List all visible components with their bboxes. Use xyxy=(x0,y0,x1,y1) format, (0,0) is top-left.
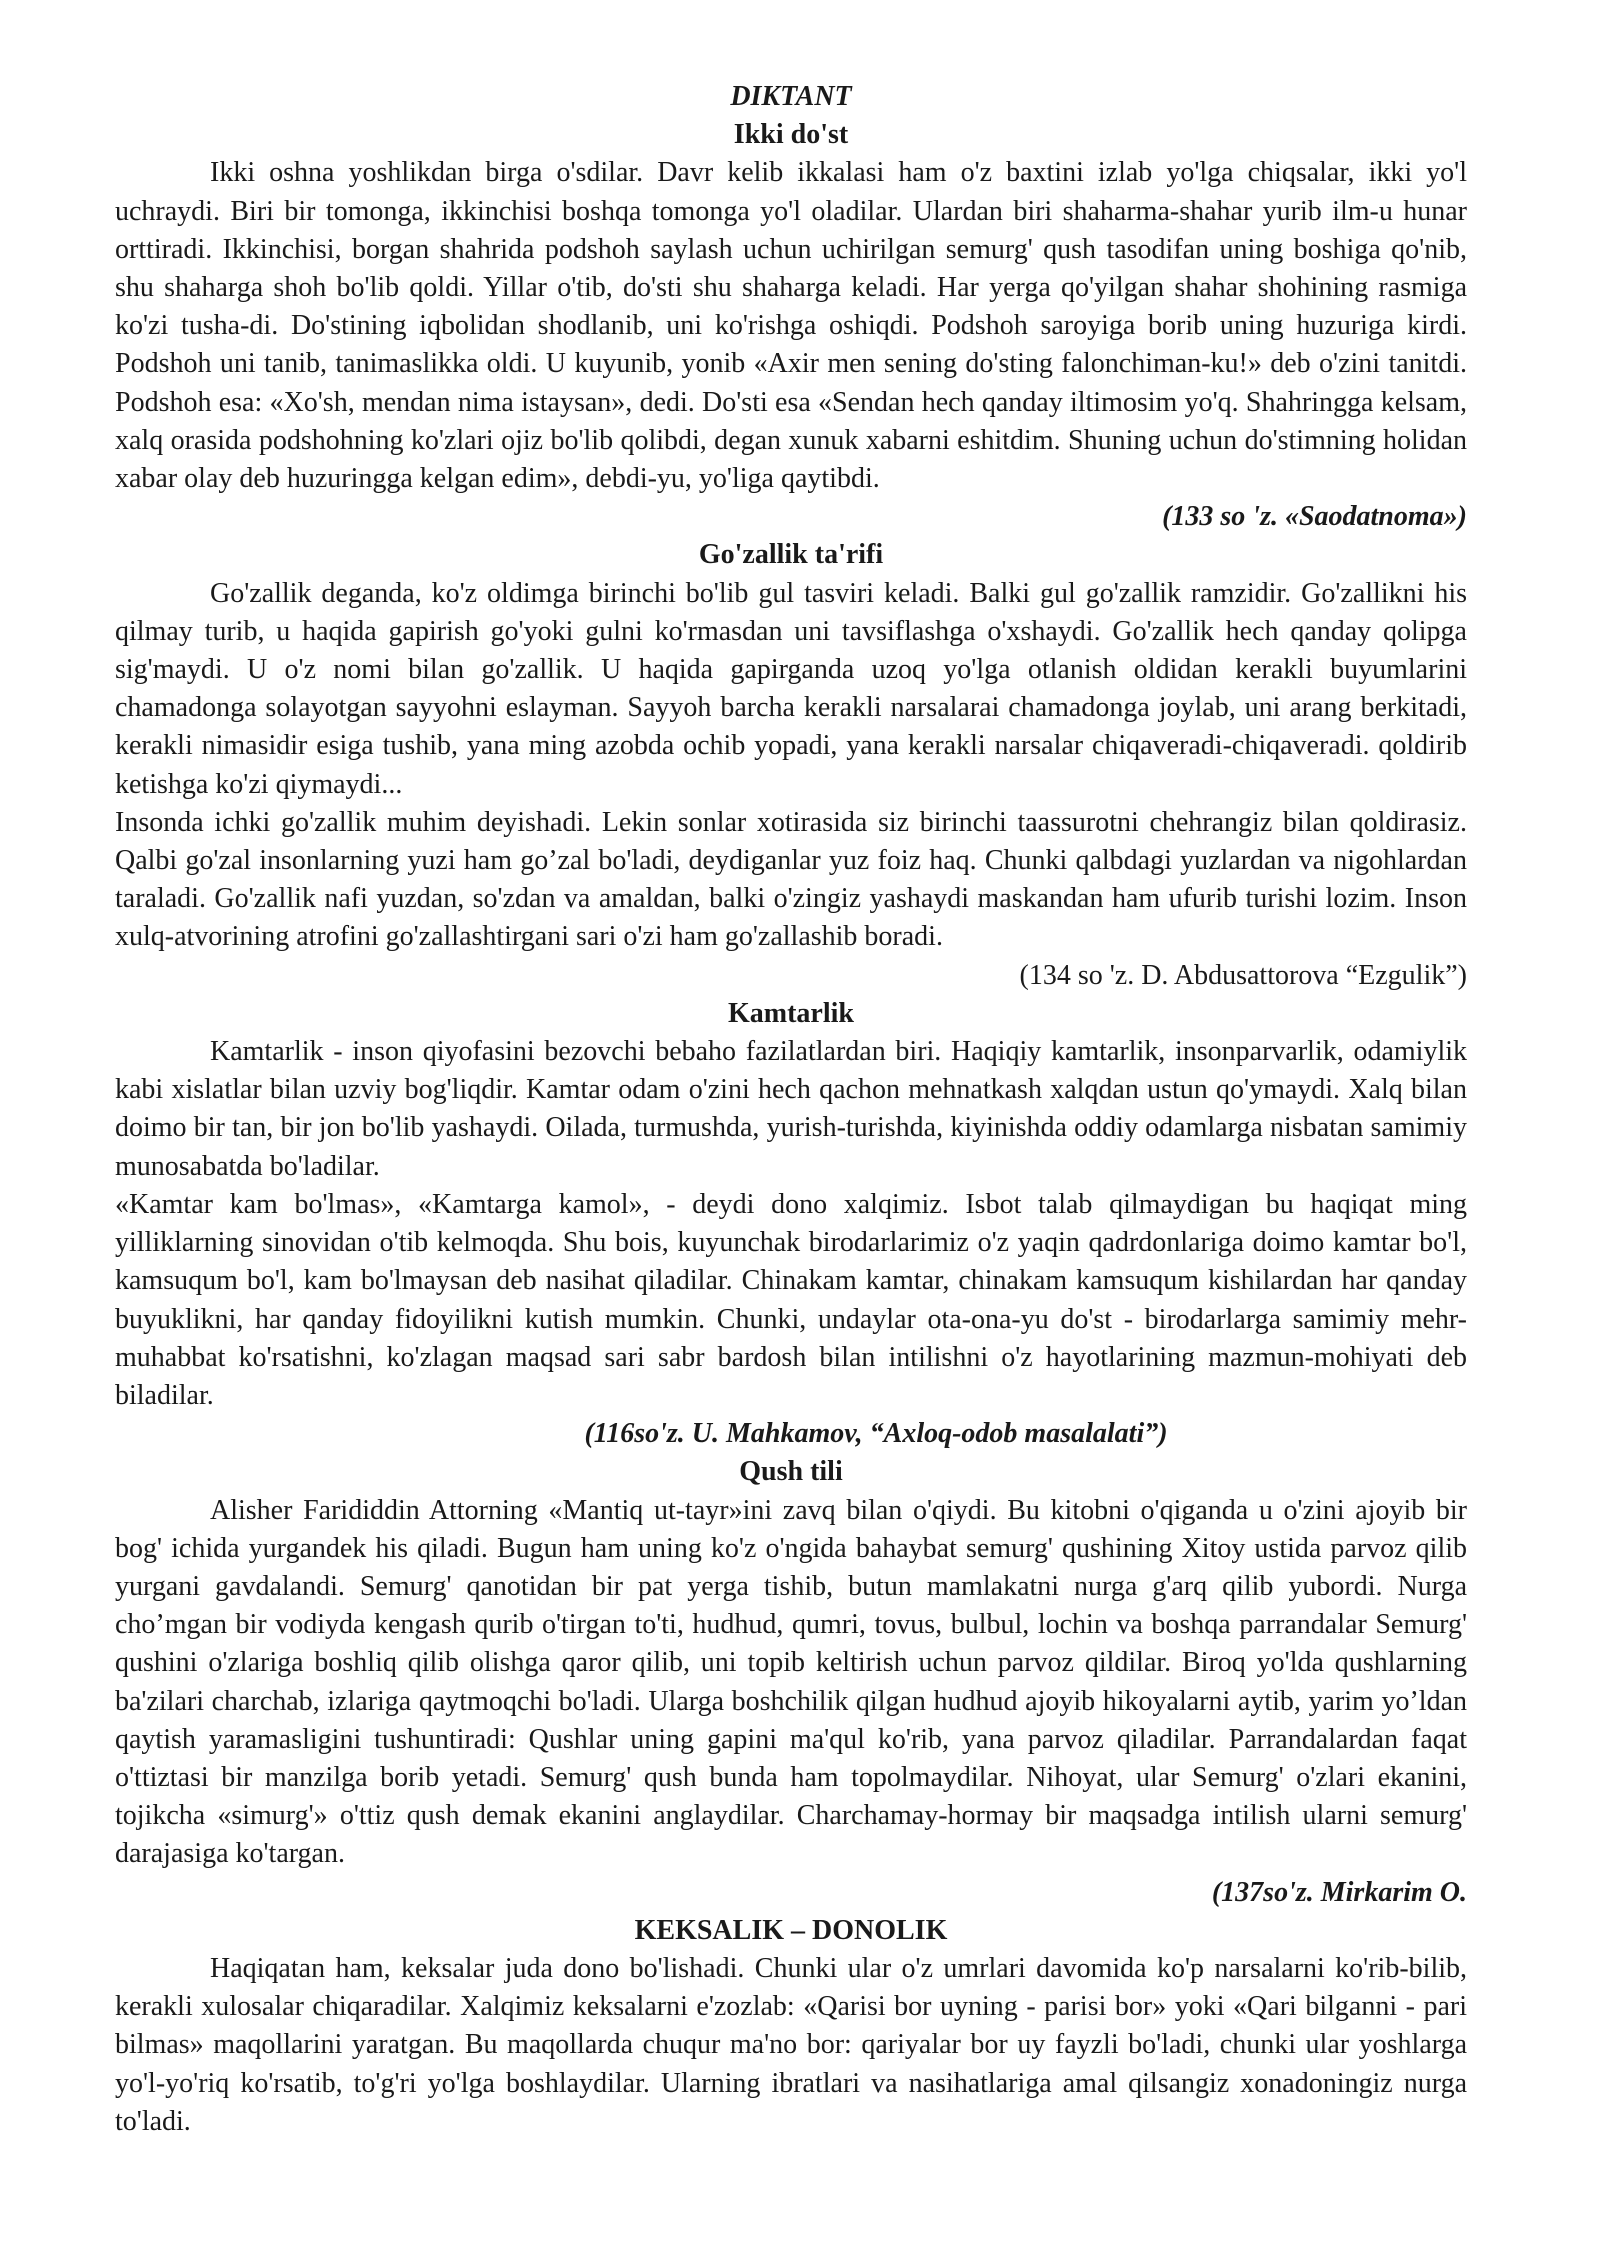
paragraph: Kamtarlik - inson qiyofasini bezovchi bebaho fazilatlardan biri. Haqiqiy kamtarlik, insonparvarlik, odamiylik kabi xislatlar bilan uzviy bog'liqdir. Kamtar odam o'zini hech qachon mehnatkash xalqdan ustun qo'ymaydi. Xalq bilan doimo bir tan, bir jon bo'lib yashaydi. Oilada, turmushda, yurish-turishda, kiyinishda oddiy odamlarga nisbatan samimiy munosabatda bo'ladilar. xyxy=(115,1036,1467,1182)
document-header: DIKTANT xyxy=(730,81,852,112)
section-title-ikki-dost: Ikki do'st xyxy=(733,119,849,151)
paragraph: Go'zallik deganda, ko'z oldimga birinchi bo'lib gul tasviri keladi. Balki gul go'zallik ramzidir. Go'zallikni his qilmay turib, u haqida gapirish go'yoki gulni ko'rmasdan uni tavsiflashga o'xshaydi. Go'zallik hech qanday qolipga sig'maydi. U o'z nomi bilan go'zallik. U haqida gapirganda uzoq yo'lga otlanish oldidan kerakli buyumlarini chamadonga solayotgan sayyohni eslayman. Sayyoh barcha kerakli narsalarai chamadonga joylab, uni arang berkitadi, kerakli nimasidir esiga tushib, yana ming azobda ochib yopadi, yana kerakli narsalar chiqaveradi-chiqaveradi. qoldirib ketishga ko'zi qiymaydi... xyxy=(115,577,1467,800)
paragraph: Insonda ichki go'zallik muhim deyishadi. Lekin sonlar xotirasida siz birinchi taassurotni chehrangiz bilan qoldirasiz. Qalbi go'zal insonlarning yuzi ham go’zal bo'ladi, deydiganlar yuz foiz haq. Chunki qalbdagi yuzlardan va nigohlardan taraladi. Go'zallik nafi yuzdan, so'zdan va amaldan, balki o'zingiz yashaydi maskandan ham ufurib turishi lozim. Inson xulq-atvorining atrofini go'zallashtirgani sari o'zi ham go'zallashib boradi. xyxy=(115,806,1467,953)
section-title-gozallik-tarifi: Go'zallik ta'rifi xyxy=(698,539,884,571)
section-title-qush-tili: Qush tili xyxy=(739,1456,843,1488)
section-title-keksalik-donolik: KEKSALIK – DONOLIK xyxy=(634,1914,948,1946)
source-citation: (134 so 'z. D. Abdusattorova “Ezgulik”) xyxy=(1019,959,1467,991)
section-title-kamtarlik: Kamtarlik xyxy=(728,997,854,1029)
paragraph: Haqiqatan ham, keksalar juda dono bo'lishadi. Chunki ular o'z umrlari davomida ko'p narsalarni ko'rib-bilib, kerakli xulosalar chiqaradilar. Xalqimiz keksalarni e'zozlab: «Qarisi bor uyning - parisi bor» yoki «Qari bilganni - pari bilmas» maqollarini yaratgan. Bu maqollarda chuqur ma'no bor: qariyalar bor uy fayzli bo'ladi, chunki ular yoshlarga yo'l-yo'riq ko'rsatib, to'g'ri yo'lga boshlaydilar. Ularning ibratlari va nasihatlariga amal qilsangiz xonadoningiz nurga to'ladi. xyxy=(115,1952,1467,2137)
paragraph: Ikki oshna yoshlikdan birga o'sdilar. Davr kelib ikkalasi ham o'z baxtini izlab yo'lga chiqsalar, ikki yo'l uchraydi. Biri bir tomonga, ikkinchisi boshqa tomonga yo'l oladilar. Ulardan biri shaharma-shahar yurib ilm-u hunar orttiradi. Ikkinchisi, borgan shahrida podshoh saylash uchun uchirilgan semurg' qush tasodifan uning boshiga qo'nib, shu shaharga shoh bo'lib qoldi. Yillar o'tib, do'sti shu shaharga keladi. Har yerga qo'yilgan shahar shohining rasmiga ko'zi tusha-di. Do'stining iqbolidan shodlanib, uni ko'rishga oshiqdi. Podshoh saroyiga borib uning huzuriga kirdi. Podshoh uni tanib, tanimaslikka oldi. U kuyunib, yonib «Axir men sening do'sting falonchiman-ku!» deb o'zini tanitdi. Podshoh esa: «Xo'sh, mendan nima istaysan», dedi. Do'sti esa «Sendan hech qanday iltimosim yo'q. Shahringga kelsam, xalq orasida podshohning ko'zlari ojiz bo'lib qolibdi, degan xunuk xabarni eshitdim. Shuning uchun do'stimning holidan xabar olay deb huzuringga kelgan edim», debdi-yu, yo'liga qaytibdi. xyxy=(115,157,1467,495)
source-citation: (116so'z. U. Mahkamov, “Axloq-odob masalalati”) xyxy=(584,1418,1168,1450)
source-citation: (137so'z. Mirkarim O. xyxy=(1211,1876,1467,1908)
paragraph: Alisher Farididdin Attorning «Mantiq ut-tayr»ini zavq bilan o'qiydi. Bu kitobni o'qiganda u o'zini ajoyib bir bog' ichida yurgandek his qiladi. Bugun ham uning ko'z o'ngida bahaybat semurg' qushining Xitoy ustida parvoz qilib yurgani gavdalandi. Semurg' qanotidan bir pat yerga tishib, butun mamlakatni nurga g'arq qilib yubordi. Nurga cho’mgan bir vodiyda kengash qurib o'tirgan to'ti, hudhud, qumri, tovus, bulbul, lochin va boshqa parrandalar Semurg' qushini o'zlariga boshliq qilib olishga qaror qilib, uni topib keltirish uchun parvoz qildilar. Biroq yo'lda qushlarning ba'zilari charchab, izlariga qaytmoqchi bo'ladi. Ularga boshchilik qilgan hudhud ajoyib hikoyalarni aytib, yarim yo’ldan qaytish yaramasligini tushuntiradi: Qushlar uning gapini ma'qul ko'rib, yana parvoz qiladilar. Parrandalardan faqat o'ttiztasi bir manzilga borib yetadi. Semurg' qush bunda ham topolmaydilar. Nihoyat, ular Semurg' o'zlari ekanini, tojikcha «simurg'» o'ttiz qush demak ekanini anglaydilar. Charchamay-hormay bir maqsadga intilish ularni semurg' darajasiga ko'targan. xyxy=(115,1494,1467,1870)
source-citation: (133 so 'z. «Saodatnoma») xyxy=(1162,501,1467,533)
paragraph: «Kamtar kam bo'lmas», «Kamtarga kamol», - deydi dono xalqimiz. Isbot talab qilmaydigan bu haqiqat ming yilliklarning sinovidan o'tib kelmoqda. Shu bois, kuyunchak birodarlarimiz o'z yaqin qadrdonlariga doimo kamtar bo'l, kamsuqum bo'l, kam bo'lmaysan deb nasihat qiladilar. Chinakam kamtar, chinakam kamsuqum kishilardan har qanday buyuklikni, har qanday fidoyilikni kutish mumkin. Chunki, undaylar ota-ona-yu do'st - birodarlarga samimiy mehr-muhabbat ko'rsatishni, ko'zlagan maqsad sari sabr bardosh bilan intilishni o'z hayotlarining mazmun-mohiyati deb biladilar. xyxy=(115,1188,1467,1411)
